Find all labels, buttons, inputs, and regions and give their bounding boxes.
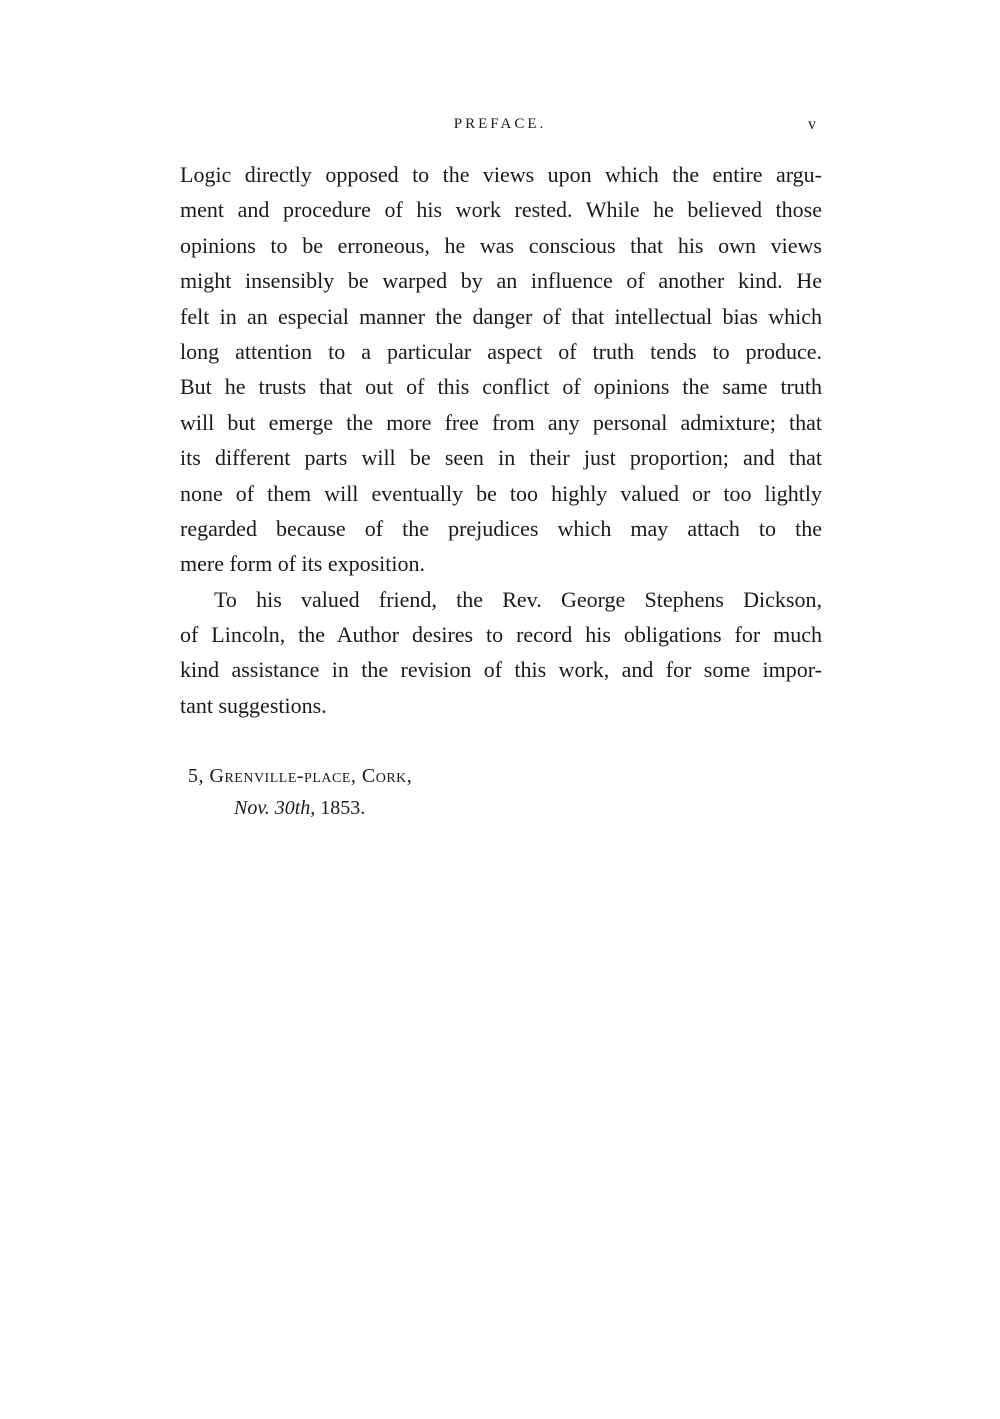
paragraph-line: none of them will eventually be too highly valued or too lightly (180, 480, 822, 506)
page-number: v (808, 116, 816, 133)
paragraph-1 (180, 157, 822, 582)
signature-block (188, 760, 412, 824)
paragraph-line: ment and procedure of his work rested. While he believed those (180, 197, 822, 223)
paragraph-line: Logic directly opposed to the views upon which the entire argu- (180, 162, 822, 187)
paragraph-line: will but emerge the more free from any personal admixture; that (180, 409, 822, 435)
running-head (0, 114, 1000, 138)
running-title: PREFACE. (453, 116, 547, 132)
date-day: 30th, (274, 797, 316, 819)
paragraph-line: opinions to be erroneous, he was conscious that his own views (180, 232, 822, 258)
address-line (188, 760, 412, 792)
paragraph-line: To his valued friend, the Rev. George Stephens Dickson, (214, 586, 822, 612)
paragraph-2 (180, 582, 822, 724)
paragraph-line: its different parts will be seen in their just proportion; and that (180, 445, 822, 471)
paragraph-line: felt in an especial manner the danger of that intellectual bias which (180, 303, 822, 329)
date-month: Nov. (234, 797, 270, 819)
paragraph-line: might insensibly be warped by an influence of another kind. He (180, 268, 822, 294)
paragraph-line: long attention to a particular aspect of truth tends to produce. (180, 338, 822, 364)
date-line (188, 792, 412, 824)
preface-body (180, 157, 822, 723)
paragraph-line: of Lincoln, the Author desires to record his obligations for much (180, 622, 822, 648)
date-year: 1853. (320, 797, 366, 819)
paragraph-line: But he trusts that out of this conflict of opinions the same truth (180, 374, 822, 400)
address: 5, Grenville-place, Cork, (188, 765, 413, 787)
paragraph-line: kind assistance in the revision of this work, and for some impor- (180, 657, 822, 683)
paragraph-line: regarded because of the prejudices which may attach to the (180, 515, 822, 541)
paragraph-line: tant suggestions. (180, 692, 327, 718)
paragraph-line: mere form of its exposition. (180, 551, 426, 577)
